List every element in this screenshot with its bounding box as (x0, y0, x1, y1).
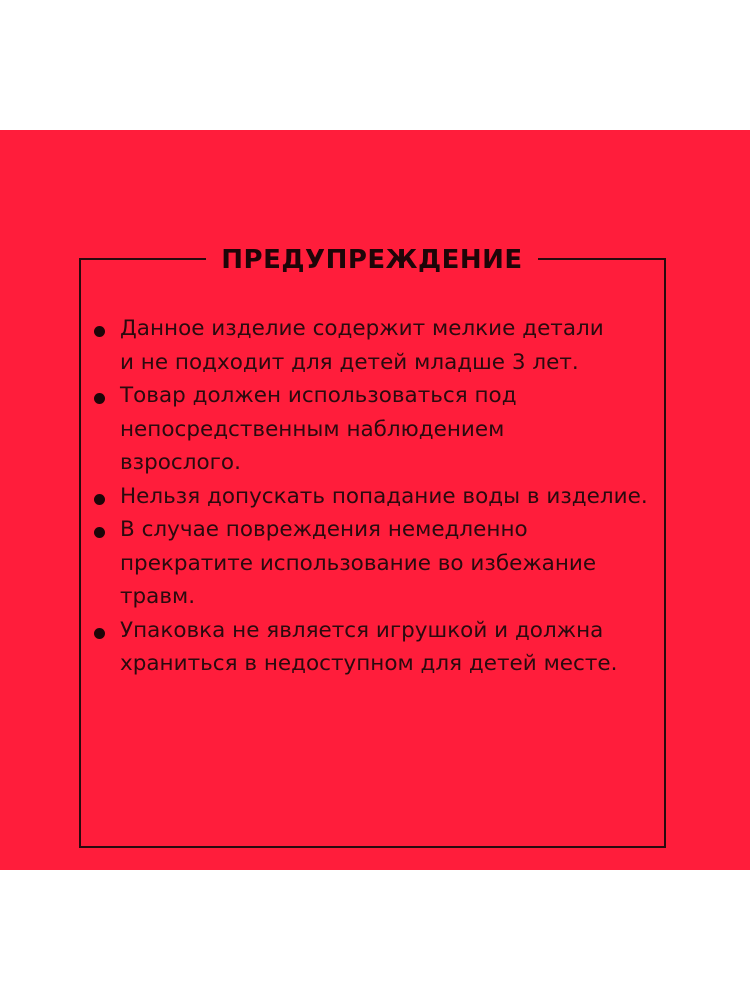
bullet-icon (94, 628, 105, 639)
warning-item (94, 379, 674, 480)
warning-item (94, 312, 674, 379)
warning-label-card (0, 130, 750, 870)
warning-item-text: В случае повреждения немедленно прекратите использование во избежание травм. (120, 517, 597, 609)
warning-item-text: Данное изделие содержит мелкие детали и не подходит для детей младше 3 лет. (120, 316, 604, 375)
bullet-icon (94, 527, 105, 538)
warning-item-text: Упаковка не является игрушкой и должна храниться в недоступном для детей месте. (120, 617, 618, 676)
warning-item-text: Нельзя допускать попадание воды в изделие. (120, 483, 648, 509)
warning-list (94, 312, 674, 681)
frame-top-right-line (538, 258, 666, 260)
bullet-icon (94, 494, 105, 505)
warning-item (94, 614, 674, 681)
bullet-icon (94, 326, 105, 337)
bullet-icon (94, 393, 105, 404)
warning-item-text: Товар должен использоваться под непосредственным наблюдением взрослого. (120, 383, 517, 475)
frame-top-left-line (79, 258, 206, 260)
warning-item (94, 480, 674, 514)
warning-item (94, 513, 674, 614)
warning-title: ПРЕДУПРЕЖДЕНИЕ (221, 245, 523, 275)
